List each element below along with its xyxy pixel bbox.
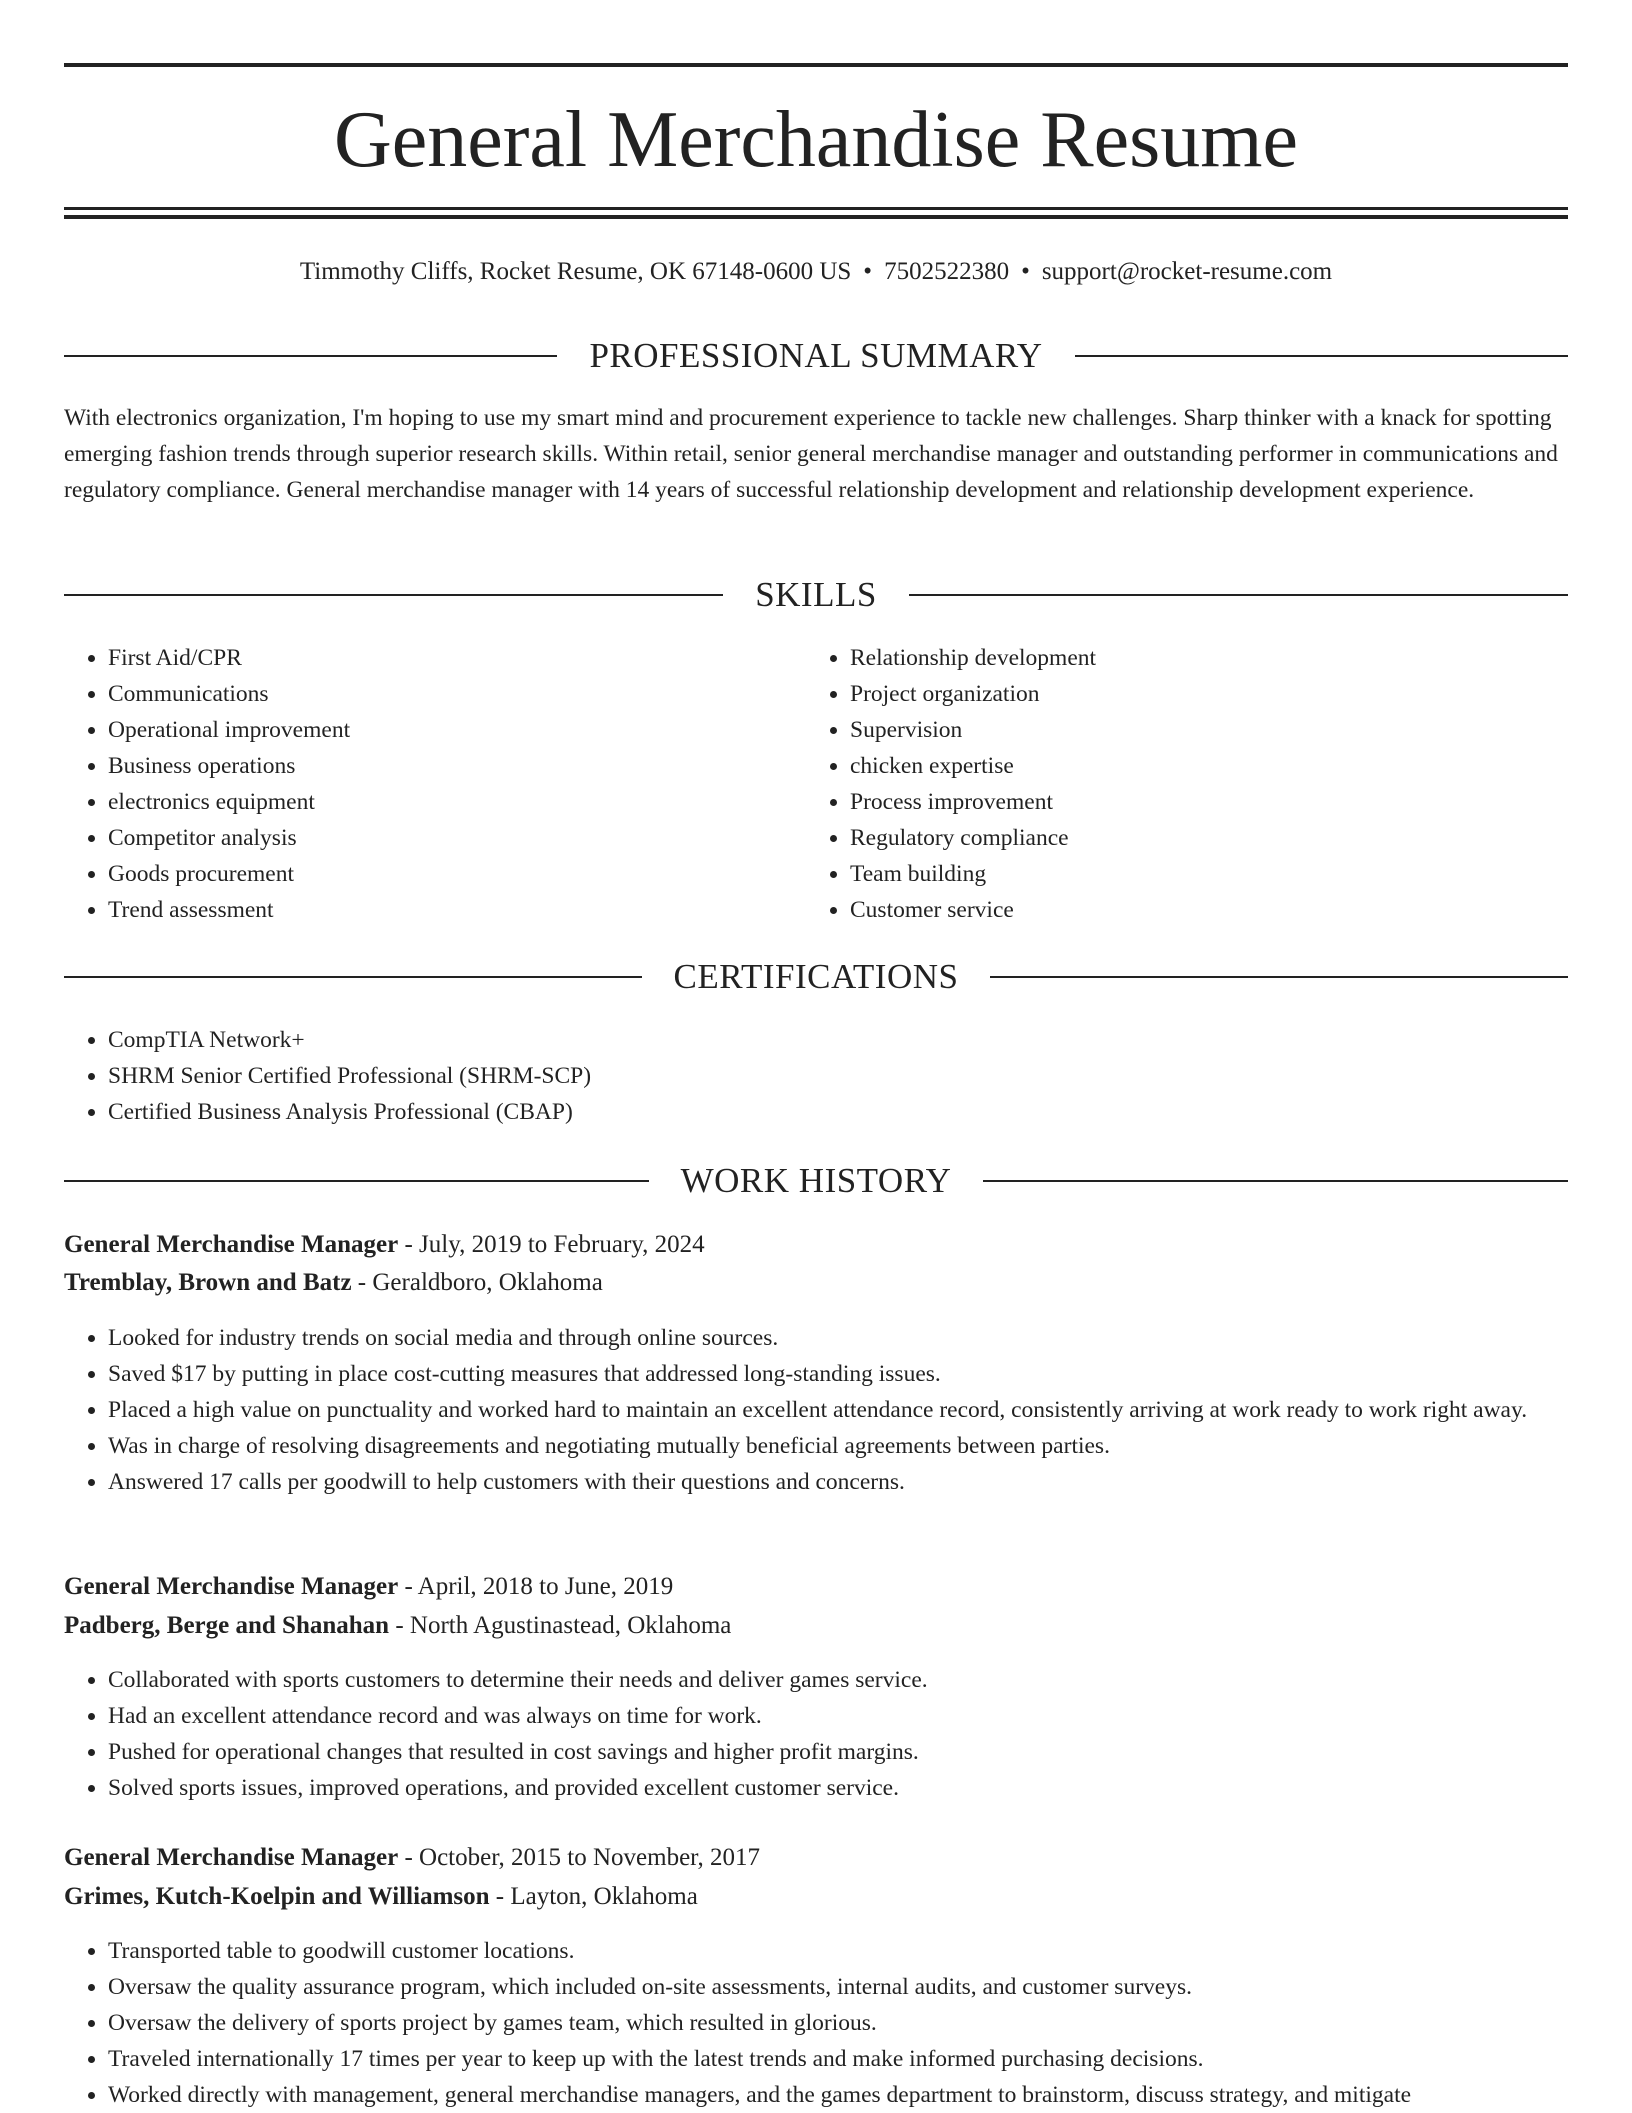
- job-title-line: [64, 1840, 1568, 1876]
- contact-separator: •: [1021, 258, 1030, 285]
- skill-item: • Supervision: [850, 712, 1550, 748]
- skill-item: • Project organization: [850, 676, 1550, 712]
- job-bullet: • Placed a high value on punctuality and worked hard to maintain an excellent attendance record, consistently arriving at work ready to work right away.: [108, 1392, 1560, 1428]
- skills-heading: SKILLS: [755, 575, 877, 614]
- work-history-heading: WORK HISTORY: [680, 1161, 952, 1200]
- summary-section-header: [64, 333, 1568, 379]
- job-company-line: [64, 1879, 1568, 1915]
- title-rule-upper: [64, 207, 1568, 210]
- skill-item: • electronics equipment: [108, 784, 788, 820]
- section-divider: [64, 355, 557, 357]
- section-divider: [64, 594, 723, 596]
- job-bullet: • Collaborated with sports customers to determine their needs and deliver games service.: [108, 1662, 1568, 1698]
- section-divider: [1075, 355, 1568, 357]
- job-title: General Merchandise Manager: [64, 1231, 399, 1258]
- job-title-line: [64, 1569, 1568, 1605]
- top-rule: [64, 63, 1568, 67]
- skill-item: • First Aid/CPR: [108, 640, 788, 676]
- job-bullet: • Answered 17 calls per goodwill to help customers with their questions and concerns.: [108, 1464, 1560, 1500]
- job-company-line: [64, 1608, 1568, 1644]
- skill-item: • Business operations: [108, 748, 788, 784]
- job-company: Padberg, Berge and Shanahan: [64, 1612, 390, 1639]
- section-divider: [909, 594, 1568, 596]
- section-divider: [64, 1180, 649, 1182]
- job-dates: - April, 2018 to June, 2019: [398, 1573, 674, 1600]
- job-company-line: [64, 1265, 1568, 1301]
- contact-address: Timmothy Cliffs, Rocket Resume, OK 67148-0600 US: [299, 258, 852, 285]
- job-bullet: • Oversaw the quality assurance program, which included on-site assessments, internal audits, and customer surveys.: [108, 1969, 1568, 2005]
- job-bullet: • Pushed for operational changes that resulted in cost savings and higher profit margins.: [108, 1734, 1568, 1770]
- job-title: General Merchandise Manager: [64, 1844, 399, 1871]
- skill-item: • Trend assessment: [108, 892, 788, 928]
- skills-list-right: [806, 640, 1550, 928]
- certifications-list: [64, 1022, 1548, 1130]
- contact-phone: 7502522380: [884, 258, 1010, 285]
- contact-line: [64, 254, 1568, 290]
- job-bullet: • Transported table to goodwill customer locations.: [108, 1933, 1568, 1969]
- skill-item: • Regulatory compliance: [850, 820, 1550, 856]
- contact-email: support@rocket-resume.com: [1041, 258, 1333, 285]
- skill-item: • Team building: [850, 856, 1550, 892]
- section-divider: [983, 1180, 1568, 1182]
- job-bullet: • Worked directly with management, general merchandise managers, and the games department to brainstorm, discuss strategy, and mitigate: [108, 2077, 1568, 2113]
- contact-separator: •: [863, 258, 873, 285]
- certifications-heading: CERTIFICATIONS: [673, 957, 959, 996]
- job-dates: - October, 2015 to November, 2017: [398, 1844, 761, 1871]
- job-location: - Geraldboro, Oklahoma: [351, 1269, 603, 1296]
- certifications-section-header: [64, 954, 1568, 1000]
- job-location: - North Agustinastead, Oklahoma: [389, 1612, 732, 1639]
- job-bullets: [64, 1933, 1568, 2113]
- skill-item: • Process improvement: [850, 784, 1550, 820]
- skills-list-left: [64, 640, 788, 928]
- job-bullets: [64, 1662, 1568, 1806]
- page-title: General Merchandise Resume: [333, 96, 1299, 184]
- skill-item: • Customer service: [850, 892, 1550, 928]
- job-bullets: [64, 1320, 1568, 1500]
- skill-item: • Communications: [108, 676, 788, 712]
- certification-item: • CompTIA Network+: [108, 1022, 1548, 1058]
- job-company: Tremblay, Brown and Batz: [64, 1269, 352, 1296]
- job-dates: - July, 2019 to February, 2024: [398, 1231, 705, 1258]
- skill-item: • Competitor analysis: [108, 820, 788, 856]
- skills-section-header: [64, 572, 1568, 618]
- job-bullet: • Traveled internationally 17 times per year to keep up with the latest trends and make informed purchasing decisions.: [108, 2041, 1568, 2077]
- job-bullet: • Was in charge of resolving disagreements and negotiating mutually beneficial agreements between parties.: [108, 1428, 1560, 1464]
- skill-item: • Relationship development: [850, 640, 1550, 676]
- job-location: - Layton, Oklahoma: [489, 1883, 698, 1910]
- skill-item: • chicken expertise: [850, 748, 1550, 784]
- job-bullet: • Oversaw the delivery of sports project by games team, which resulted in glorious.: [108, 2005, 1568, 2041]
- certification-item: • Certified Business Analysis Professional (CBAP): [108, 1094, 1548, 1130]
- job-bullet: • Solved sports issues, improved operations, and provided excellent customer service.: [108, 1770, 1568, 1806]
- job-title-line: [64, 1227, 1568, 1263]
- section-divider: [990, 976, 1568, 978]
- job-company: Grimes, Kutch-Koelpin and Williamson: [64, 1883, 490, 1910]
- section-divider: [64, 976, 642, 978]
- job-bullet: • Saved $17 by putting in place cost-cutting measures that addressed long-standing issues.: [108, 1356, 1560, 1392]
- summary-heading: PROFESSIONAL SUMMARY: [589, 336, 1043, 375]
- job-title: General Merchandise Manager: [64, 1573, 399, 1600]
- skill-item: • Operational improvement: [108, 712, 788, 748]
- work-history-section-header: [64, 1158, 1568, 1204]
- title-rule-lower: [64, 215, 1568, 219]
- skill-item: • Goods procurement: [108, 856, 788, 892]
- job-bullet: • Looked for industry trends on social media and through online sources.: [108, 1320, 1560, 1356]
- job-bullet: • Had an excellent attendance record and was always on time for work.: [108, 1698, 1568, 1734]
- summary-text: With electronics organization, I'm hoping to use my smart mind and procurement experience to tackle new challenges. Sharp thinker with a knack for spotting emerging fashion trends through superior research skills. Within retail, senior general merchandise manager and outstanding performer in communications and regulatory compliance. General merchandise manager with 14 years of successful relationship development and relationship development experience.: [64, 405, 1558, 503]
- certification-item: • SHRM Senior Certified Professional (SHRM-SCP): [108, 1058, 1548, 1094]
